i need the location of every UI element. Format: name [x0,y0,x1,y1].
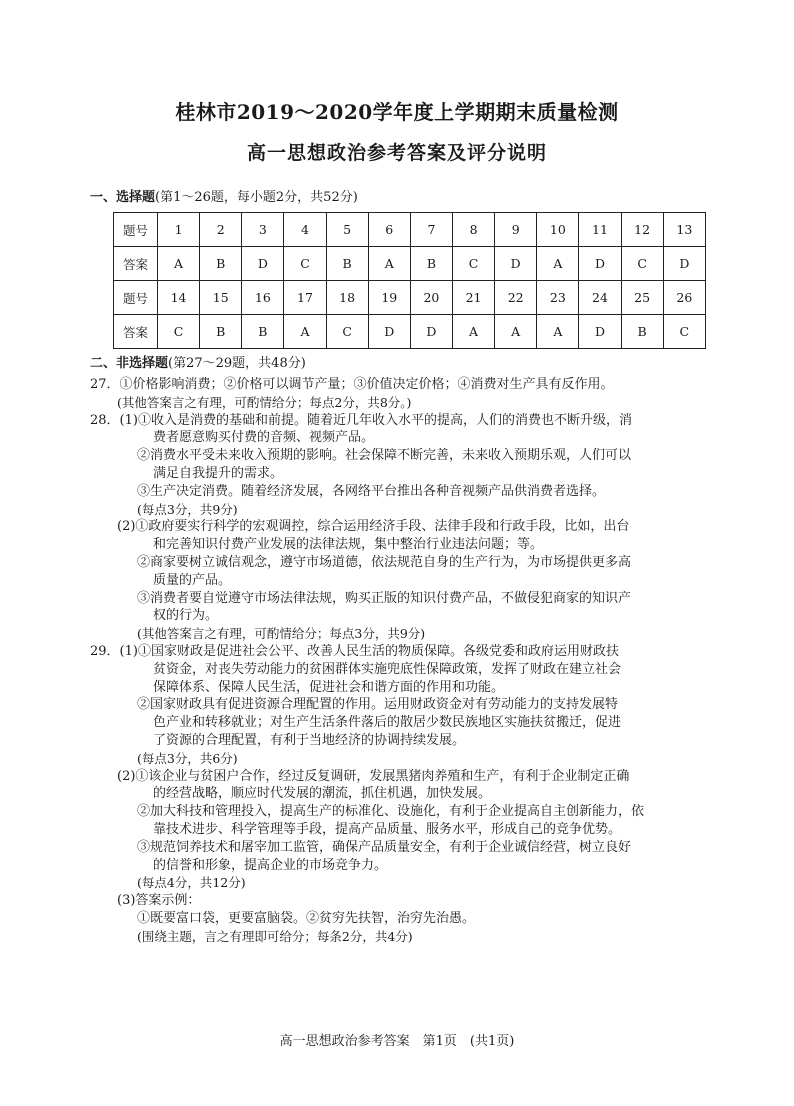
table-cell: 题号 [114,281,158,315]
page-subtitle: 高一思想政治参考答案及评分说明 [246,142,547,164]
page-footer: 高一思想政治参考答案 第1页 (共1页) [279,1034,515,1049]
table-cell: C [326,315,368,349]
table-cell: 23 [537,281,579,315]
scoring-note: (其他答案言之有理，可酌情给分；每点2分，共8分。) [117,394,412,410]
table-cell: B [200,315,242,349]
answer-line: ①既要富口袋，更要富脑袋。②贫穷先扶智，治穷先治愚。 [137,910,476,926]
table-cell: B [326,247,368,281]
table-cell: 15 [200,281,242,315]
answer-line: 费者愿意购买付费的音频、视频产品。 [153,430,375,446]
answer-table [113,212,706,349]
scoring-note: (其他答案言之有理，可酌情给分；每点3分，共9分) [137,626,426,642]
table-cell: A [368,247,410,281]
answer-line: 了资源的合理配置，有利于当地经济的协调持续发展。 [153,732,466,748]
scoring-note: (每点4分，共12分) [137,875,246,891]
table-cell: B [621,315,663,349]
table-cell: D [242,247,284,281]
table-cell: 8 [452,213,494,247]
scoring-note: (围绕主题，言之有理即可给分；每条2分，共4分) [137,928,413,944]
table-cell: C [663,315,705,349]
table-cell: D [579,315,621,349]
answer-line: 权的行为。 [153,608,219,624]
table-cell: 25 [621,281,663,315]
page-title: 桂林市2019～2020学年度上学期期末质量检测 [175,100,619,124]
table-cell: 17 [284,281,326,315]
table-cell: A [284,315,326,349]
table-cell: B [242,315,284,349]
table-cell: 14 [158,281,200,315]
answer-line: ③生产决定消费。随着经济发展，各网络平台推出各种音视频产品供消费者选择。 [137,483,606,499]
table-cell: C [452,247,494,281]
answer-line: 的经营战略，顺应时代发展的潮流，抓住机遇，加快发展。 [153,786,492,802]
section-2-note: (第27～29题，共48分) [168,356,306,371]
table-cell: 12 [621,213,663,247]
table-cell: 11 [579,213,621,247]
answer-line: (2)①政府要实行科学的宏观调控，综合运用经济手段、法律手段和行政手段，比如，出台 [117,519,630,535]
table-cell: 4 [284,213,326,247]
table-cell: 7 [410,213,452,247]
table-cell: 1 [158,213,200,247]
answer-line: ②国家财政具有促进资源合理配置的作用。运用财政资金对有劳动能力的支持发展特 [137,697,619,713]
answer-line: 保障体系、保障人民生活，促进社会和谐方面的作用和功能。 [153,679,505,695]
table-row [114,247,706,281]
table-cell: 20 [410,281,452,315]
answer-line: 和完善知识付费产业发展的法律法规，集中整治行业违法问题；等。 [153,537,544,553]
answer-line: ②加大科技和管理投入，提高生产的标准化、设施化，有利于企业提高自主创新能力，依 [137,804,645,820]
table-cell: 26 [663,281,705,315]
answer-line: ③规范饲养技术和屠宰加工监管，确保产品质量安全，有利于企业诚信经营，树立良好 [137,839,632,855]
table-cell: D [368,315,410,349]
table-cell: 19 [368,281,410,315]
table-cell: B [200,247,242,281]
table-cell: D [663,247,705,281]
table-cell: B [410,247,452,281]
answer-line: ②消费水平受未来收入预期的影响。社会保障不断完善，未来收入预期乐观，人们可以 [137,448,632,464]
table-cell: D [495,247,537,281]
table-cell: 10 [537,213,579,247]
answer-line: ②商家要树立诚信观念，遵守市场道德，依法规范自身的生产行为，为市场提供更多高 [137,554,632,570]
answer-line: 色产业和转移就业；对生产生活条件落后的散居少数民族地区实施扶贫搬迁，促进 [153,715,622,731]
table-cell: C [158,315,200,349]
answer-line: 29．(1)①国家财政是促进社会公平、改善人民生活的物质保障。各级党委和政府运用财政扶 [90,643,619,659]
answer-line: 满足自我提升的需求。 [153,465,284,481]
answer-line: 贫资金，对丧失劳动能力的贫困群体实施兜底性保障政策，发挥了财政在建立社会 [153,661,622,677]
table-cell: A [452,315,494,349]
table-cell: 2 [200,213,242,247]
table-cell: 答案 [114,247,158,281]
table-cell: A [158,247,200,281]
answer-line: ③消费者要自觉遵守市场法律法规，购买正版的知识付费产品，不做侵犯商家的知识产 [137,590,632,606]
table-cell: 题号 [114,213,158,247]
answer-line: 质量的产品。 [153,572,232,588]
table-cell: 5 [326,213,368,247]
answer-body [90,376,720,946]
answer-line: (2)①该企业与贫困户合作，经过反复调研，发展黑猪肉养殖和生产，有利于企业制定正确 [117,768,630,784]
table-cell: D [410,315,452,349]
answer-line: (3)答案示例： [117,893,201,909]
table-row [114,281,706,315]
table-row [114,213,706,247]
table-cell: 3 [242,213,284,247]
table-cell: A [537,315,579,349]
table-cell: 13 [663,213,705,247]
section-2-label: 二、非选择题 [90,356,169,371]
table-cell: 22 [495,281,537,315]
table-cell: 6 [368,213,410,247]
section-1-note: (第1～26题，每小题2分，共52分) [155,190,358,205]
scoring-note: (每点3分，共9分) [137,501,238,517]
answer-line: 靠技术进步、科学管理等手段，提高产品质量、服务水平，形成自己的竞争优势。 [153,821,622,837]
table-cell: A [495,315,537,349]
table-cell: 21 [452,281,494,315]
table-cell: 16 [242,281,284,315]
section-1-heading [90,186,358,205]
table-cell: 答案 [114,315,158,349]
answer-line: 28．(1)①收入是消费的基础和前提。随着近几年收入水平的提高，人们的消费也不断升级，消 [90,412,632,428]
answer-line: 27．①价格影响消费；②价格可以调节产量；③价值决定价格；④消费对生产具有反作用。 [90,377,614,392]
section-1-label: 一、选择题 [90,190,156,205]
table-row [114,315,706,349]
table-cell: D [579,247,621,281]
table-cell: C [284,247,326,281]
table-cell: 24 [579,281,621,315]
table-cell: 9 [495,213,537,247]
section-2-heading [90,352,306,371]
table-cell: C [621,247,663,281]
table-cell: 18 [326,281,368,315]
scoring-note: (每点3分，共6分) [137,750,238,766]
answer-line: 的信誉和形象，提高企业的市场竞争力。 [153,857,388,873]
table-cell: A [537,247,579,281]
